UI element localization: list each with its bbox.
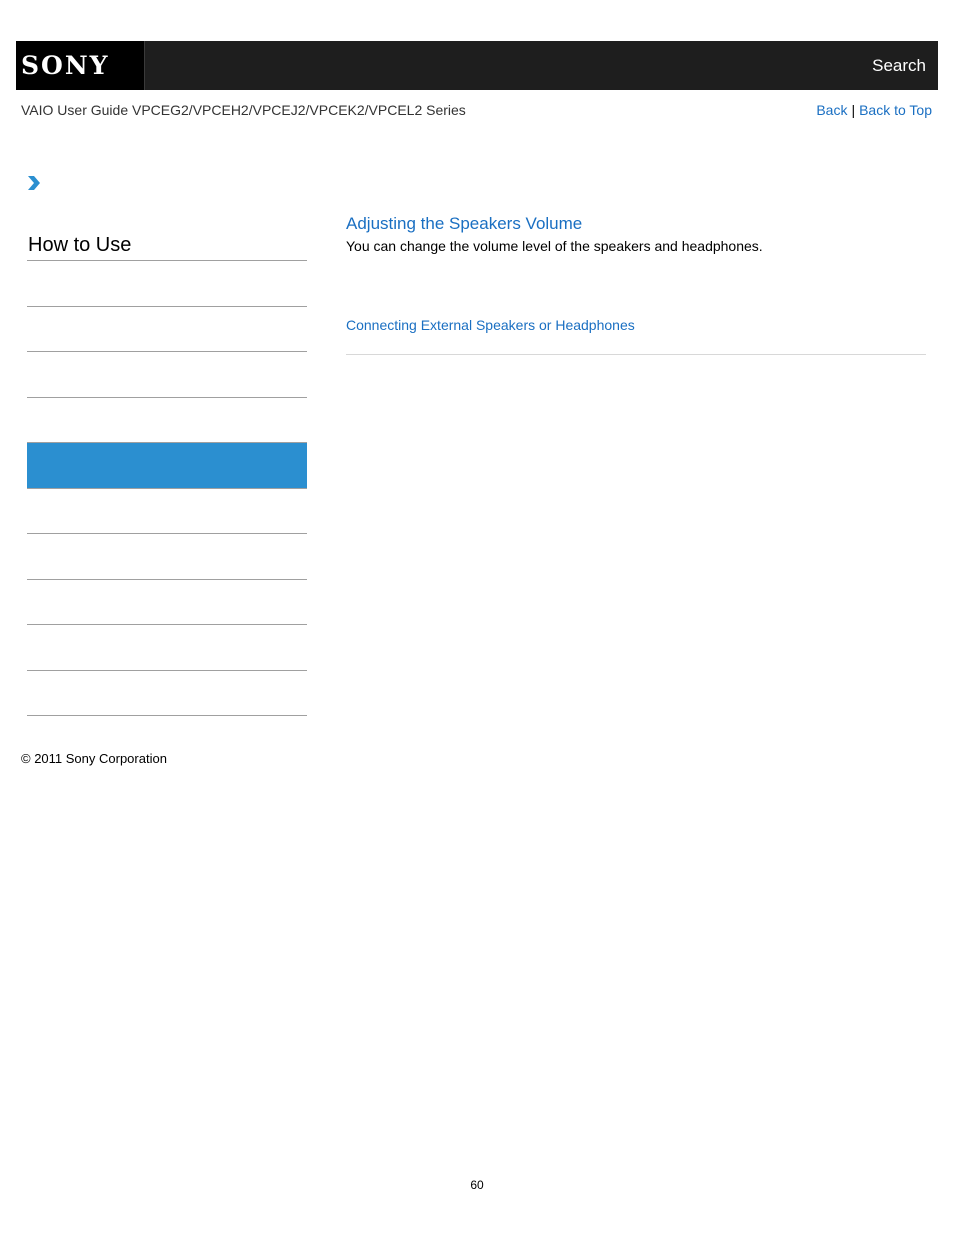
content-divider — [346, 354, 926, 355]
sidebar-item[interactable] — [27, 352, 307, 397]
logo-text: SONY — [21, 51, 110, 80]
related-topic-link[interactable]: Connecting External Speakers or Headphones — [346, 317, 635, 333]
sidebar-item[interactable] — [27, 625, 307, 670]
topic-title-link[interactable]: Adjusting the Speakers Volume — [346, 214, 583, 233]
sidebar-item[interactable] — [27, 398, 307, 442]
sony-logo[interactable] — [16, 41, 145, 90]
topic-description: You can change the volume level of the speakers and headphones. — [346, 238, 763, 254]
sidebar-item[interactable] — [27, 671, 307, 715]
sidebar-item[interactable] — [27, 489, 307, 533]
chevron-shape — [28, 176, 40, 190]
nav-separator: | — [851, 102, 856, 118]
header-bar — [16, 41, 938, 90]
back-link[interactable]: Back — [816, 102, 848, 118]
search-link[interactable]: Search — [872, 56, 926, 75]
copyright: © 2011 Sony Corporation — [21, 751, 167, 766]
sidebar-item[interactable] — [27, 534, 307, 579]
sidebar-divider — [27, 715, 307, 716]
back-to-top-link[interactable]: Back to Top — [859, 102, 932, 118]
page-number: 60 — [470, 1178, 484, 1192]
sidebar-item[interactable] — [27, 261, 307, 306]
chevron-right-icon[interactable] — [27, 175, 41, 191]
sidebar-item[interactable] — [27, 580, 307, 624]
guide-title: VAIO User Guide VPCEG2/VPCEH2/VPCEJ2/VPCEK2/VPCEL2 Series — [21, 102, 466, 118]
top-navigation — [816, 102, 932, 118]
section-heading: How to Use — [28, 234, 132, 256]
sidebar-item-active[interactable] — [27, 443, 307, 488]
sidebar-item[interactable] — [27, 307, 307, 351]
